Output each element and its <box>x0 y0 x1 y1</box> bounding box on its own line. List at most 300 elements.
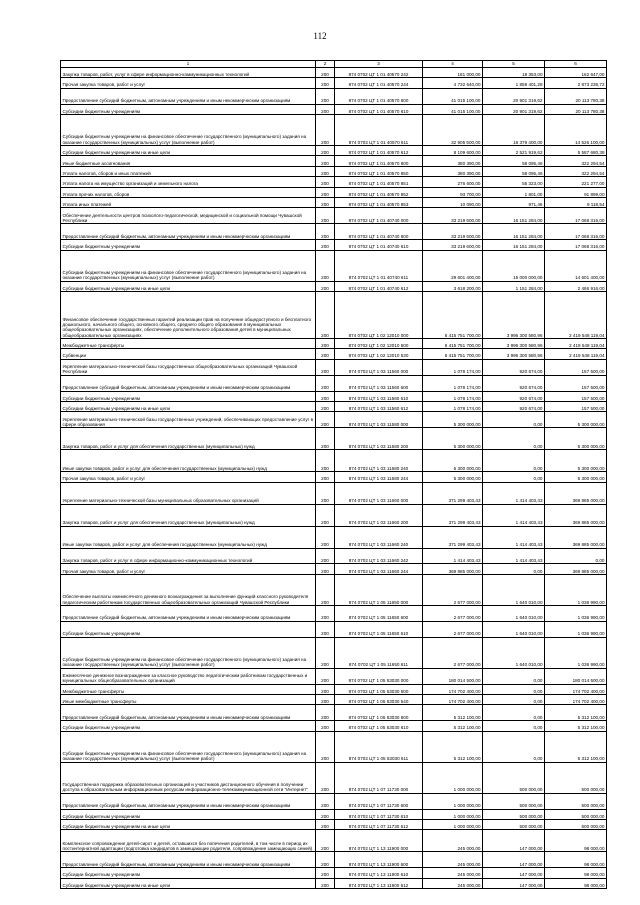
column-header: 2 <box>316 61 335 68</box>
classification-code-cell: 874 0702 ЦТ 1 01 40570 800 <box>335 156 423 166</box>
row-name-cell: Уплата налогов, сборов и иных платежей <box>61 166 316 176</box>
table-row <box>61 574 607 605</box>
approved-amount-cell: 371 299 403,43 <box>423 526 483 548</box>
table-row <box>61 809 607 819</box>
table-row <box>61 375 607 391</box>
approved-amount-cell: 245 000,00 <box>423 852 483 868</box>
approved-amount-cell: 3 618 200,00 <box>423 281 483 291</box>
table-row <box>61 878 607 888</box>
classification-code-cell: 874 0702 ЦТ 1 03 11660 000 <box>335 482 423 504</box>
line-code-cell: 200 <box>316 187 335 197</box>
classification-code-cell: 874 0702 ЦТ 1 03 11580 244 <box>335 472 423 482</box>
unexecuted-amount-cell: 2 419 548 119,04 <box>545 349 607 359</box>
unexecuted-amount-cell: 5 312 100,00 <box>545 705 607 721</box>
classification-code-cell: 874 0702 ЦТ 1 01 40570 244 <box>335 78 423 88</box>
row-name-cell: Субсидии бюджетным учреждениям на иные цели <box>61 281 316 291</box>
row-name-cell: Предоставление субсидий бюджетным, автономным учреждениям и иным некоммерческим организациям <box>61 705 316 721</box>
line-code-cell: 200 <box>316 668 335 684</box>
unexecuted-amount-cell: 14 601 400,00 <box>545 250 607 281</box>
unexecuted-amount-cell: 174 702 400,00 <box>545 684 607 694</box>
column-header: 4 <box>423 61 483 68</box>
row-name-cell: Субсидии бюджетным учреждениям <box>61 809 316 819</box>
line-code-cell: 200 <box>316 621 335 637</box>
line-code-cell: 200 <box>316 852 335 868</box>
unexecuted-amount-cell: 17 068 316,00 <box>545 240 607 250</box>
executed-amount-cell: 15 000 000,00 <box>483 250 545 281</box>
unexecuted-amount-cell: 500 000,00 <box>545 793 607 809</box>
table-row <box>61 177 607 187</box>
row-name-cell: Субсидии бюджетным учреждениям на иные цели <box>61 878 316 888</box>
line-code-cell: 200 <box>316 88 335 104</box>
approved-amount-cell: 1 078 174,00 <box>423 401 483 411</box>
classification-code-cell: 874 0702 ЦТ 1 01 40740 610 <box>335 240 423 250</box>
unexecuted-amount-cell: 2 873 238,72 <box>545 78 607 88</box>
executed-amount-cell: 16 151 284,00 <box>483 240 545 250</box>
line-code-cell: 200 <box>316 504 335 526</box>
approved-amount-cell: 174 702 400,00 <box>423 694 483 704</box>
line-code-cell: 200 <box>316 391 335 401</box>
row-name-cell: Субсидии бюджетным учреждениям на иные цели <box>61 819 316 829</box>
approved-amount-cell: 2 677 000,00 <box>423 574 483 605</box>
line-code-cell: 200 <box>316 156 335 166</box>
table-row <box>61 104 607 114</box>
row-name-cell: Уплата иных платежей <box>61 198 316 208</box>
approved-amount-cell: 276 600,00 <box>423 177 483 187</box>
executed-amount-cell: 0,00 <box>483 721 545 731</box>
row-name-cell: Закупка товаров, работ и услуг для обеспечения государственных (муниципальных) нужд <box>61 428 316 450</box>
unexecuted-amount-cell: 157 500,00 <box>545 391 607 401</box>
table-row <box>61 526 607 548</box>
line-code-cell: 200 <box>316 637 335 668</box>
table-row <box>61 208 607 224</box>
classification-code-cell: 874 0702 ЦТ 1 05 11650 610 <box>335 621 423 637</box>
executed-amount-cell: 500 000,00 <box>483 809 545 819</box>
row-name-cell: Субсидии бюджетным учреждениям на иные цели <box>61 401 316 411</box>
line-code-cell: 200 <box>316 428 335 450</box>
table-row <box>61 819 607 829</box>
line-code-cell: 200 <box>316 177 335 187</box>
line-code-cell: 200 <box>316 281 335 291</box>
classification-code-cell: 874 0702 ЦТ 1 02 12010 530 <box>335 349 423 359</box>
approved-amount-cell: 93 700,00 <box>423 187 483 197</box>
classification-code-cell: 874 0702 ЦТ 1 07 11730 600 <box>335 793 423 809</box>
classification-code-cell: 874 0702 ЦТ 1 03 11580 000 <box>335 412 423 428</box>
column-number-row <box>61 61 607 68</box>
executed-amount-cell: 1 640 010,00 <box>483 637 545 668</box>
approved-amount-cell: 5 300 000,00 <box>423 412 483 428</box>
classification-code-cell: 874 0702 ЦТ 1 05 11650 611 <box>335 637 423 668</box>
classification-code-cell: 874 0702 ЦТ 1 03 11560 612 <box>335 401 423 411</box>
line-code-cell: 200 <box>316 68 335 78</box>
unexecuted-amount-cell: 9 118,54 <box>545 198 607 208</box>
table-row <box>61 684 607 694</box>
approved-amount-cell: 245 000,00 <box>423 868 483 878</box>
row-name-cell: Комплексное сопровождение детей-сирот и детей, оставшихся без попечения родителей, в том числе в период их постинтернатной адаптации (подготовка кандидатов в замещающие родители, сопровождение замещающих семей) <box>61 830 316 852</box>
line-code-cell: 200 <box>316 526 335 548</box>
approved-amount-cell: 1 414 403,43 <box>423 548 483 564</box>
unexecuted-amount-cell: 5 312 100,00 <box>545 721 607 731</box>
table-body <box>61 68 607 889</box>
approved-amount-cell: 29 601 400,00 <box>423 250 483 281</box>
approved-amount-cell: 5 312 100,00 <box>423 721 483 731</box>
approved-amount-cell: 380 390,00 <box>423 156 483 166</box>
row-name-cell: Обеспечение деятельности центров психолого-педагогической, медицинской и социальной помощи Чувашской Республики <box>61 208 316 224</box>
unexecuted-amount-cell: 17 068 316,00 <box>545 208 607 224</box>
line-code-cell: 200 <box>316 198 335 208</box>
table-row <box>61 88 607 104</box>
unexecuted-amount-cell: 5 587 680,38 <box>545 146 607 156</box>
executed-amount-cell: 18 353,00 <box>483 68 545 78</box>
row-name-cell: Укрепление материально-технической базы муниципальных образовательных организаций <box>61 482 316 504</box>
approved-amount-cell: 6 415 751 700,00 <box>423 338 483 348</box>
table-row <box>61 115 607 146</box>
unexecuted-amount-cell: 500 000,00 <box>545 819 607 829</box>
classification-code-cell: 874 0702 ЦТ 1 01 40740 000 <box>335 208 423 224</box>
classification-code-cell: 874 0702 ЦТ 1 01 40570 610 <box>335 104 423 114</box>
unexecuted-amount-cell: 162 647,00 <box>545 68 607 78</box>
line-code-cell: 200 <box>316 375 335 391</box>
classification-code-cell: 874 0702 ЦТ 1 05 11650 000 <box>335 574 423 605</box>
unexecuted-amount-cell: 14 526 100,00 <box>545 115 607 146</box>
executed-amount-cell: 16 151 284,00 <box>483 208 545 224</box>
line-code-cell: 200 <box>316 731 335 762</box>
line-code-cell: 200 <box>316 359 335 375</box>
executed-amount-cell: 3 996 300 580,96 <box>483 338 545 348</box>
line-code-cell: 200 <box>316 694 335 704</box>
executed-amount-cell: 0,00 <box>483 428 545 450</box>
row-name-cell: Субсидии бюджетным учреждениям на финансовое обеспечение государственного (муниципального) задания на оказание государственных (муниципальных) услуг (выполнение работ) <box>61 250 316 281</box>
classification-code-cell: 874 0702 ЦТ 1 05 53030 610 <box>335 721 423 731</box>
approved-amount-cell: 2 677 000,00 <box>423 621 483 637</box>
executed-amount-cell: 1 640 010,00 <box>483 605 545 621</box>
approved-amount-cell: 1 000 000,00 <box>423 793 483 809</box>
table-row <box>61 548 607 564</box>
table-row <box>61 428 607 450</box>
row-name-cell: Предоставление субсидий бюджетным, автономным учреждениям и иным некоммерческим организациям <box>61 793 316 809</box>
table-row <box>61 852 607 868</box>
row-name-cell: Межбюджетные трансферты <box>61 338 316 348</box>
classification-code-cell: 874 0702 ЦТ 1 01 40570 853 <box>335 198 423 208</box>
unexecuted-amount-cell: 0,00 <box>545 548 607 564</box>
executed-amount-cell: 2 521 919,62 <box>483 146 545 156</box>
line-code-cell: 200 <box>316 208 335 224</box>
table-row <box>61 281 607 291</box>
table-row <box>61 793 607 809</box>
executed-amount-cell: 1 414 403,43 <box>483 504 545 526</box>
line-code-cell: 200 <box>316 482 335 504</box>
table-row <box>61 830 607 852</box>
executed-amount-cell: 147 000,00 <box>483 868 545 878</box>
classification-code-cell: 874 0702 ЦТ 1 01 40570 852 <box>335 187 423 197</box>
executed-amount-cell: 20 901 319,62 <box>483 88 545 104</box>
classification-code-cell: 874 0702 ЦТ 1 03 11660 242 <box>335 548 423 564</box>
classification-code-cell: 874 0702 ЦТ 1 03 11660 240 <box>335 526 423 548</box>
classification-code-cell: 874 0702 ЦТ 1 01 40570 611 <box>335 115 423 146</box>
column-header: 1 <box>61 61 316 68</box>
approved-amount-cell: 174 702 400,00 <box>423 684 483 694</box>
executed-amount-cell: 0,00 <box>483 412 545 428</box>
line-code-cell: 200 <box>316 605 335 621</box>
row-name-cell: Субсидии бюджетным учреждениям <box>61 621 316 637</box>
table-row <box>61 250 607 281</box>
classification-code-cell: 874 0702 ЦТ 1 03 11580 200 <box>335 428 423 450</box>
classification-code-cell: 874 0702 ЦТ 1 05 53030 000 <box>335 668 423 684</box>
table-row <box>61 198 607 208</box>
classification-code-cell: 874 0702 ЦТ 1 01 40570 850 <box>335 166 423 176</box>
classification-code-cell: 874 0702 ЦТ 1 13 11900 000 <box>335 830 423 852</box>
table-row <box>61 146 607 156</box>
row-name-cell: Субсидии бюджетным учреждениям <box>61 721 316 731</box>
classification-code-cell: 874 0702 ЦТ 1 03 11580 240 <box>335 450 423 472</box>
classification-code-cell: 874 0702 ЦТ 1 03 11660 200 <box>335 504 423 526</box>
unexecuted-amount-cell: 98 000,00 <box>545 868 607 878</box>
executed-amount-cell: 1 640 010,00 <box>483 621 545 637</box>
row-name-cell: Предоставление субсидий бюджетным, автономным учреждениям и иным некоммерческим организациям <box>61 852 316 868</box>
unexecuted-amount-cell: 157 500,00 <box>545 401 607 411</box>
executed-amount-cell: 55 323,00 <box>483 177 545 187</box>
unexecuted-amount-cell: 369 885 000,00 <box>545 504 607 526</box>
line-code-cell: 200 <box>316 250 335 281</box>
row-name-cell: Субсидии бюджетным учреждениям на финансовое обеспечение государственного (муниципального) задания на оказание государственных (муниципальных) услуг (выполнение работ) <box>61 731 316 762</box>
table-row <box>61 482 607 504</box>
approved-amount-cell: 33 219 600,00 <box>423 240 483 250</box>
classification-code-cell: 874 0702 ЦТ 1 07 11730 612 <box>335 819 423 829</box>
classification-code-cell: 874 0702 ЦТ 1 03 11560 600 <box>335 375 423 391</box>
executed-amount-cell: 3 996 300 580,96 <box>483 291 545 338</box>
table-row <box>61 731 607 762</box>
unexecuted-amount-cell: 174 702 400,00 <box>545 694 607 704</box>
unexecuted-amount-cell: 98 000,00 <box>545 852 607 868</box>
unexecuted-amount-cell: 5 300 000,00 <box>545 472 607 482</box>
executed-amount-cell: 16 151 284,00 <box>483 224 545 240</box>
approved-amount-cell: 4 732 640,00 <box>423 78 483 88</box>
classification-code-cell: 874 0702 ЦТ 1 03 11560 610 <box>335 391 423 401</box>
classification-code-cell: 874 0702 ЦТ 1 03 11660 244 <box>335 564 423 574</box>
unexecuted-amount-cell: 369 885 000,00 <box>545 482 607 504</box>
unexecuted-amount-cell: 1 036 990,00 <box>545 621 607 637</box>
row-name-cell: Прочая закупка товаров, работ и услуг <box>61 78 316 88</box>
row-name-cell: Прочая закупка товаров, работ и услуг <box>61 472 316 482</box>
classification-code-cell: 874 0702 ЦТ 1 07 11730 610 <box>335 809 423 819</box>
classification-code-cell: 874 0702 ЦТ 1 01 40740 612 <box>335 281 423 291</box>
approved-amount-cell: 2 677 000,00 <box>423 637 483 668</box>
classification-code-cell: 874 0702 ЦТ 1 05 53030 540 <box>335 694 423 704</box>
unexecuted-amount-cell: 1 036 990,00 <box>545 637 607 668</box>
approved-amount-cell: 33 219 600,00 <box>423 224 483 240</box>
approved-amount-cell: 245 000,00 <box>423 830 483 852</box>
row-name-cell: Субвенции <box>61 349 316 359</box>
approved-amount-cell: 1 078 174,00 <box>423 391 483 401</box>
row-name-cell: Субсидии бюджетным учреждениям на иные цели <box>61 146 316 156</box>
executed-amount-cell: 1 414 403,43 <box>483 482 545 504</box>
executed-amount-cell: 147 000,00 <box>483 830 545 852</box>
classification-code-cell: 874 0702 ЦТ 1 05 53030 600 <box>335 705 423 721</box>
executed-amount-cell: 920 674,00 <box>483 359 545 375</box>
executed-amount-cell: 58 095,46 <box>483 156 545 166</box>
classification-code-cell: 874 0702 ЦТ 1 02 12010 000 <box>335 291 423 338</box>
table-row <box>61 359 607 375</box>
approved-amount-cell: 6 415 751 700,00 <box>423 349 483 359</box>
approved-amount-cell: 5 300 000,00 <box>423 450 483 472</box>
table-row <box>61 868 607 878</box>
page-number: 112 <box>313 31 327 41</box>
row-name-cell: Субсидии бюджетным учреждениям <box>61 104 316 114</box>
line-code-cell: 200 <box>316 401 335 411</box>
executed-amount-cell: 1 414 403,43 <box>483 548 545 564</box>
unexecuted-amount-cell: 180 014 500,00 <box>545 668 607 684</box>
approved-amount-cell: 1 000 000,00 <box>423 819 483 829</box>
unexecuted-amount-cell: 98 000,00 <box>545 830 607 852</box>
line-code-cell: 200 <box>316 878 335 888</box>
table-row <box>61 291 607 338</box>
executed-amount-cell: 0,00 <box>483 564 545 574</box>
classification-code-cell: 874 0702 ЦТ 1 01 40570 600 <box>335 88 423 104</box>
row-name-cell: Уплата налога на имущество организаций и земельного налога <box>61 177 316 187</box>
row-name-cell: Иные закупки товаров, работ и услуг для обеспечения государственных (муниципальных) нужд <box>61 450 316 472</box>
table-row <box>61 504 607 526</box>
executed-amount-cell: 1 801,00 <box>483 187 545 197</box>
row-name-cell: Закупка товаров, работ, услуг в сфере информационно-коммуникационных технологий <box>61 68 316 78</box>
executed-amount-cell: 147 000,00 <box>483 852 545 868</box>
line-code-cell: 200 <box>316 793 335 809</box>
line-code-cell: 200 <box>316 684 335 694</box>
unexecuted-amount-cell: 20 113 780,38 <box>545 88 607 104</box>
classification-code-cell: 874 0702 ЦТ 1 01 40570 242 <box>335 68 423 78</box>
row-name-cell: Субсидии бюджетным учреждениям <box>61 391 316 401</box>
row-name-cell: Предоставление субсидий бюджетным, автономным учреждениям и иным некоммерческим организациям <box>61 605 316 621</box>
executed-amount-cell: 920 674,00 <box>483 375 545 391</box>
approved-amount-cell: 380 390,00 <box>423 166 483 176</box>
row-name-cell: Прочая закупка товаров, работ и услуг <box>61 564 316 574</box>
line-code-cell: 200 <box>316 349 335 359</box>
approved-amount-cell: 1 000 000,00 <box>423 762 483 793</box>
row-name-cell: Государственная поддержка образовательных организаций и участников дистанционного обучения в получении доступа к образовательным информационным ресурсам информационно-телекоммуникационной сети "Интернет" <box>61 762 316 793</box>
unexecuted-amount-cell: 5 312 100,00 <box>545 731 607 762</box>
row-name-cell: Ежемесячное денежное вознаграждение за классное руководство педагогическим работникам государственных и муниципальных общеобразовательных организаций <box>61 668 316 684</box>
table-row <box>61 705 607 721</box>
unexecuted-amount-cell: 1 036 990,00 <box>545 605 607 621</box>
classification-code-cell: 874 0702 ЦТ 1 13 11900 600 <box>335 852 423 868</box>
unexecuted-amount-cell: 5 300 000,00 <box>545 428 607 450</box>
table-row <box>61 156 607 166</box>
approved-amount-cell: 10 090,00 <box>423 198 483 208</box>
approved-amount-cell: 41 015 100,00 <box>423 104 483 114</box>
classification-code-cell: 874 0702 ЦТ 1 05 11650 600 <box>335 605 423 621</box>
executed-amount-cell: 20 901 319,62 <box>483 104 545 114</box>
classification-code-cell: 874 0702 ЦТ 1 01 40570 851 <box>335 177 423 187</box>
unexecuted-amount-cell: 5 300 000,00 <box>545 450 607 472</box>
line-code-cell: 200 <box>316 412 335 428</box>
line-code-cell: 200 <box>316 472 335 482</box>
line-code-cell: 200 <box>316 166 335 176</box>
approved-amount-cell: 6 415 751 700,00 <box>423 291 483 338</box>
table-row <box>61 621 607 637</box>
unexecuted-amount-cell: 157 500,00 <box>545 359 607 375</box>
row-name-cell: Предоставление субсидий бюджетным, автономным учреждениям и иным некоммерческим организациям <box>61 375 316 391</box>
approved-amount-cell: 369 885 000,00 <box>423 564 483 574</box>
executed-amount-cell: 1 859 401,28 <box>483 78 545 88</box>
approved-amount-cell: 180 014 500,00 <box>423 668 483 684</box>
table-row <box>61 721 607 731</box>
classification-code-cell: 874 0702 ЦТ 1 01 40570 612 <box>335 146 423 156</box>
line-code-cell: 200 <box>316 104 335 114</box>
executed-amount-cell: 0,00 <box>483 705 545 721</box>
executed-amount-cell: 500 000,00 <box>483 793 545 809</box>
row-name-cell: Финансовое обеспечение государственных гарантий реализации прав на получение общедоступного и бесплатного дошкольного, начального общего, основного общего, среднего общего образования в муниципальных общеобразовательных организациях, обеспечение дополнительного образования детей в муниципальных общеобразовательных организациях <box>61 291 316 338</box>
unexecuted-amount-cell: 5 300 000,00 <box>545 412 607 428</box>
table-row <box>61 349 607 359</box>
executed-amount-cell: 920 674,00 <box>483 391 545 401</box>
approved-amount-cell: 1 078 174,00 <box>423 375 483 391</box>
line-code-cell: 200 <box>316 830 335 852</box>
executed-amount-cell: 1 151 284,00 <box>483 281 545 291</box>
line-code-cell: 200 <box>316 146 335 156</box>
line-code-cell: 200 <box>316 224 335 240</box>
approved-amount-cell: 1 078 174,00 <box>423 359 483 375</box>
unexecuted-amount-cell: 157 500,00 <box>545 375 607 391</box>
executed-amount-cell: 1 640 010,00 <box>483 574 545 605</box>
row-name-cell: Иные бюджетные ассигнования <box>61 156 316 166</box>
executed-amount-cell: 0,00 <box>483 684 545 694</box>
unexecuted-amount-cell: 17 068 316,00 <box>545 224 607 240</box>
unexecuted-amount-cell: 369 885 000,00 <box>545 526 607 548</box>
approved-amount-cell: 5 312 100,00 <box>423 705 483 721</box>
classification-code-cell: 874 0702 ЦТ 1 13 11900 612 <box>335 878 423 888</box>
row-name-cell: Субсидии бюджетным учреждениям <box>61 240 316 250</box>
table-row <box>61 762 607 793</box>
line-code-cell: 200 <box>316 721 335 731</box>
approved-amount-cell: 181 000,00 <box>423 68 483 78</box>
table-row <box>61 68 607 78</box>
table-row <box>61 472 607 482</box>
unexecuted-amount-cell: 500 000,00 <box>545 762 607 793</box>
budget-execution-table <box>60 60 607 889</box>
table-row <box>61 166 607 176</box>
executed-amount-cell: 147 000,00 <box>483 878 545 888</box>
line-code-cell: 200 <box>316 762 335 793</box>
executed-amount-cell: 0,00 <box>483 472 545 482</box>
line-code-cell: 200 <box>316 240 335 250</box>
approved-amount-cell: 2 677 000,00 <box>423 605 483 621</box>
row-name-cell: Закупка товаров, работ и услуг в сфере информационно-коммуникационных технологий <box>61 548 316 564</box>
table-row <box>61 637 607 668</box>
line-code-cell: 200 <box>316 819 335 829</box>
approved-amount-cell: 1 000 000,00 <box>423 809 483 819</box>
row-name-cell: Предоставление субсидий бюджетным, автономным учреждениям и иным некоммерческим организациям <box>61 88 316 104</box>
approved-amount-cell: 371 299 403,43 <box>423 482 483 504</box>
table-row <box>61 450 607 472</box>
executed-amount-cell: 500 000,00 <box>483 819 545 829</box>
executed-amount-cell: 971,46 <box>483 198 545 208</box>
executed-amount-cell: 0,00 <box>483 731 545 762</box>
classification-code-cell: 874 0702 ЦТ 1 02 12010 500 <box>335 338 423 348</box>
approved-amount-cell: 32 905 500,00 <box>423 115 483 146</box>
approved-amount-cell: 8 109 600,00 <box>423 146 483 156</box>
unexecuted-amount-cell: 2 419 548 119,04 <box>545 291 607 338</box>
executed-amount-cell: 0,00 <box>483 450 545 472</box>
unexecuted-amount-cell: 500 000,00 <box>545 809 607 819</box>
line-code-cell: 200 <box>316 548 335 564</box>
unexecuted-amount-cell: 2 419 548 119,04 <box>545 338 607 348</box>
approved-amount-cell: 245 000,00 <box>423 878 483 888</box>
table-row <box>61 668 607 684</box>
executed-amount-cell: 500 000,00 <box>483 762 545 793</box>
executed-amount-cell: 0,00 <box>483 668 545 684</box>
classification-code-cell: 874 0702 ЦТ 1 05 53030 611 <box>335 731 423 762</box>
column-header: 5 <box>483 61 545 68</box>
executed-amount-cell: 920 674,00 <box>483 401 545 411</box>
row-name-cell: Обеспечение выплаты ежемесячного денежного вознаграждения за выполнение функций классного руководителя педагогическим работникам государственных общеобразовательных организаций Чувашской Республики <box>61 574 316 605</box>
